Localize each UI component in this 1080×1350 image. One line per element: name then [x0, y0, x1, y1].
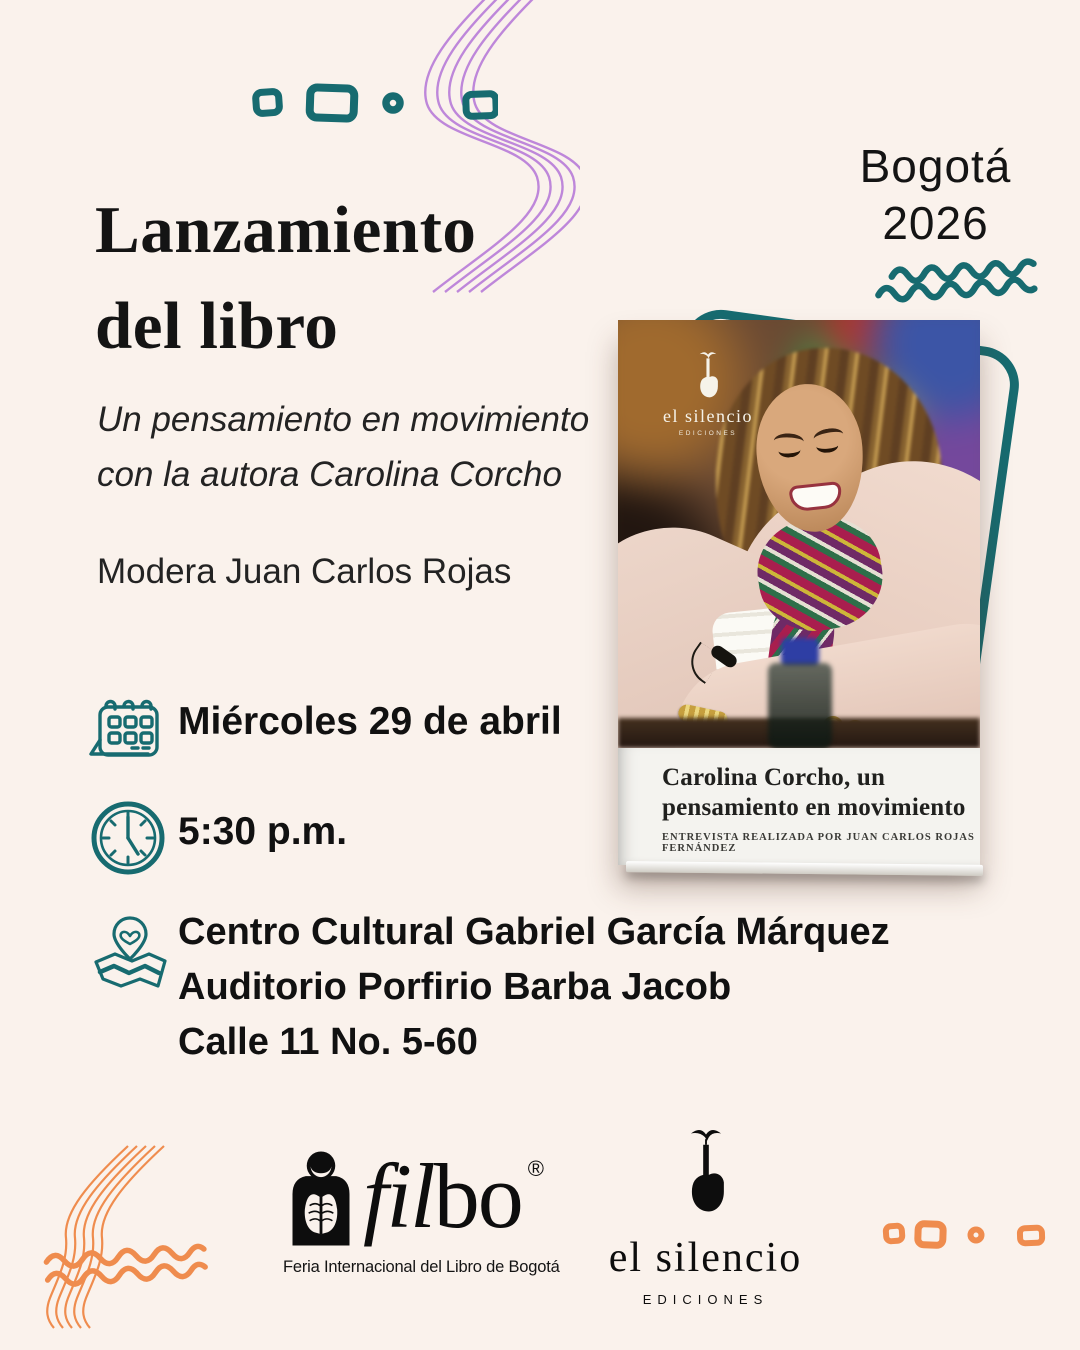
- cover-title-line-1: Carolina Corcho, un: [662, 764, 886, 791]
- filbo-wordmark-italic: fil: [363, 1145, 434, 1247]
- title-line-1: Lanzamiento: [95, 193, 477, 267]
- filbo-logo: [283, 1145, 583, 1277]
- silence-hand-icon: [688, 350, 728, 402]
- publisher-logo: [598, 1126, 813, 1307]
- silence-hand-bird-icon: [674, 1126, 738, 1220]
- cover-title: [662, 763, 980, 823]
- event-time: 5:30 p.m.: [178, 810, 348, 853]
- publisher-sub: EDICIONES: [642, 1292, 769, 1307]
- book-cover: [618, 320, 980, 865]
- book-mockup-zone: [592, 292, 1062, 917]
- cover-photo: [618, 320, 980, 748]
- filbo-wordmark: [363, 1145, 522, 1247]
- filbo-wordmark-regular: bo: [433, 1145, 522, 1247]
- filbo-tagline: Feria Internacional del Libro de Bogotá: [283, 1258, 560, 1276]
- city-year-block: [828, 138, 1043, 252]
- cover-publisher-logo: [646, 350, 770, 437]
- water-bottle: [768, 638, 832, 748]
- filbo-logo-row: [283, 1145, 583, 1247]
- cover-credit: ENTREVISTA REALIZADA POR JUAN CARLOS ROJAS FERNÁNDEZ: [662, 832, 975, 854]
- subtitle-line-2: con la autora Carolina Corcho: [97, 455, 562, 494]
- cover-title-band: [618, 748, 980, 865]
- venue-line-3: Calle 11 No. 5-60: [178, 1021, 478, 1063]
- venue-line-1: Centro Cultural Gabriel García Márquez: [178, 911, 890, 953]
- eye-right: [816, 438, 839, 454]
- cover-publisher-name: el silencio: [663, 406, 753, 426]
- event-date: Miércoles 29 de abril: [178, 700, 562, 743]
- teal-squares-decoration: [248, 80, 498, 128]
- orange-curves-decoration: [28, 1138, 238, 1338]
- publisher-name: el silencio: [608, 1235, 803, 1281]
- city-label: Bogotá: [859, 140, 1012, 192]
- orange-squares-decoration: [872, 1212, 1052, 1257]
- calendar-icon: [88, 690, 168, 770]
- subtitle-line-1: Un pensamiento en movimiento: [97, 400, 590, 439]
- page-title: [95, 182, 476, 374]
- title-line-2: del libro: [95, 289, 339, 363]
- event-subtitle: [97, 392, 589, 502]
- cover-title-line-2: pensamiento en movimiento: [662, 794, 966, 821]
- bottle-cap: [781, 638, 819, 665]
- registered-mark: ®: [527, 1156, 544, 1181]
- map-pin-icon: [88, 910, 172, 994]
- venue-line-2: Auditorio Porfirio Barba Jacob: [178, 966, 732, 1008]
- smile: [788, 481, 842, 512]
- cover-publisher-sub: EDICIONES: [678, 430, 738, 437]
- venue-block: [178, 905, 890, 1070]
- bottle-body: [768, 663, 832, 748]
- eye-left: [778, 443, 801, 459]
- clock-icon: [88, 798, 168, 878]
- year-label: 2026: [882, 197, 989, 249]
- filbo-reader-icon: [283, 1150, 359, 1246]
- moderator-line: Modera Juan Carlos Rojas: [97, 552, 512, 591]
